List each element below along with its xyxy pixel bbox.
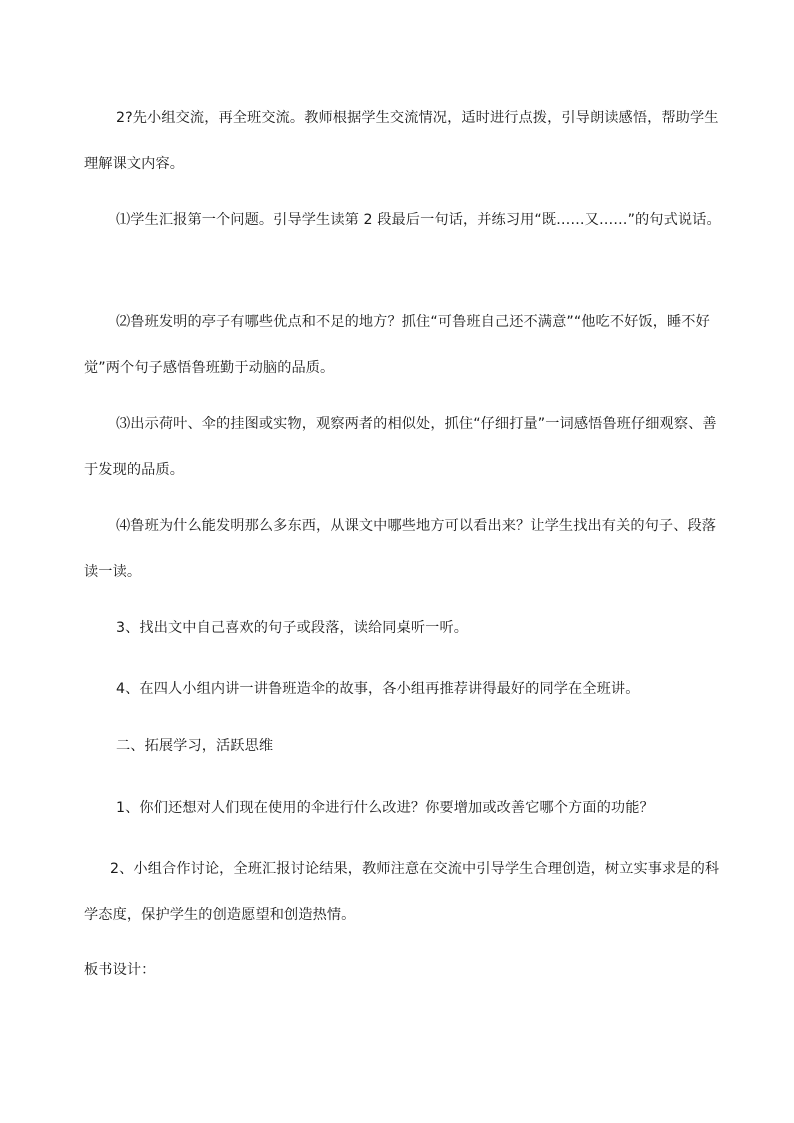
paragraph-exchange: 2?先小组交流，再全班交流。教师根据学生交流情况，适时进行点拨，引导朗读感悟，帮助学生理解课文内容。 bbox=[84, 110, 719, 172]
section-heading-extension: 二、拓展学习，活跃思维 bbox=[116, 738, 274, 754]
paragraph-discussion-2: 2、小组合作讨论，全班汇报讨论结果，教师注意在交流中引导学生合理创造，树立实事求是的科学态度，保护学生的创造愿望和创造热情。 bbox=[84, 861, 720, 923]
paragraph-step-4: ⑷鲁班为什么能发明那么多东西，从课文中哪些地方可以看出来？让学生找出有关的句子、段落读一读。 bbox=[84, 518, 717, 580]
paragraph-question-1: 1、你们还想对人们现在使用的伞进行什么改进？你要增加或改善它哪个方面的功能？ bbox=[116, 800, 654, 816]
paragraph-step-1: ⑴学生汇报第一个问题。引导学生读第 2 段最后一句话，并练习用“既……又……”的句式说话。 bbox=[116, 212, 721, 228]
paragraph-step-3: ⑶出示荷叶、伞的挂图或实物，观察两者的相似处，抓住“仔细打量”一词感悟鲁班仔细观察、善于发现的品质。 bbox=[84, 416, 717, 478]
paragraph-item-3: 3、找出文中自己喜欢的句子或段落，读给同桌听一听。 bbox=[116, 620, 469, 636]
board-design-label: 板书设计： bbox=[84, 962, 156, 978]
paragraph-item-4: 4、在四人小组内讲一讲鲁班造伞的故事，各小组再推荐讲得最好的同学在全班讲。 bbox=[116, 681, 640, 697]
paragraph-step-2: ⑵鲁班发明的亭子有哪些优点和不足的地方？抓住“可鲁班自己还不满意”“他吃不好饭，睡不好觉”两个句子感悟鲁班勤于动脑的品质。 bbox=[84, 314, 710, 376]
